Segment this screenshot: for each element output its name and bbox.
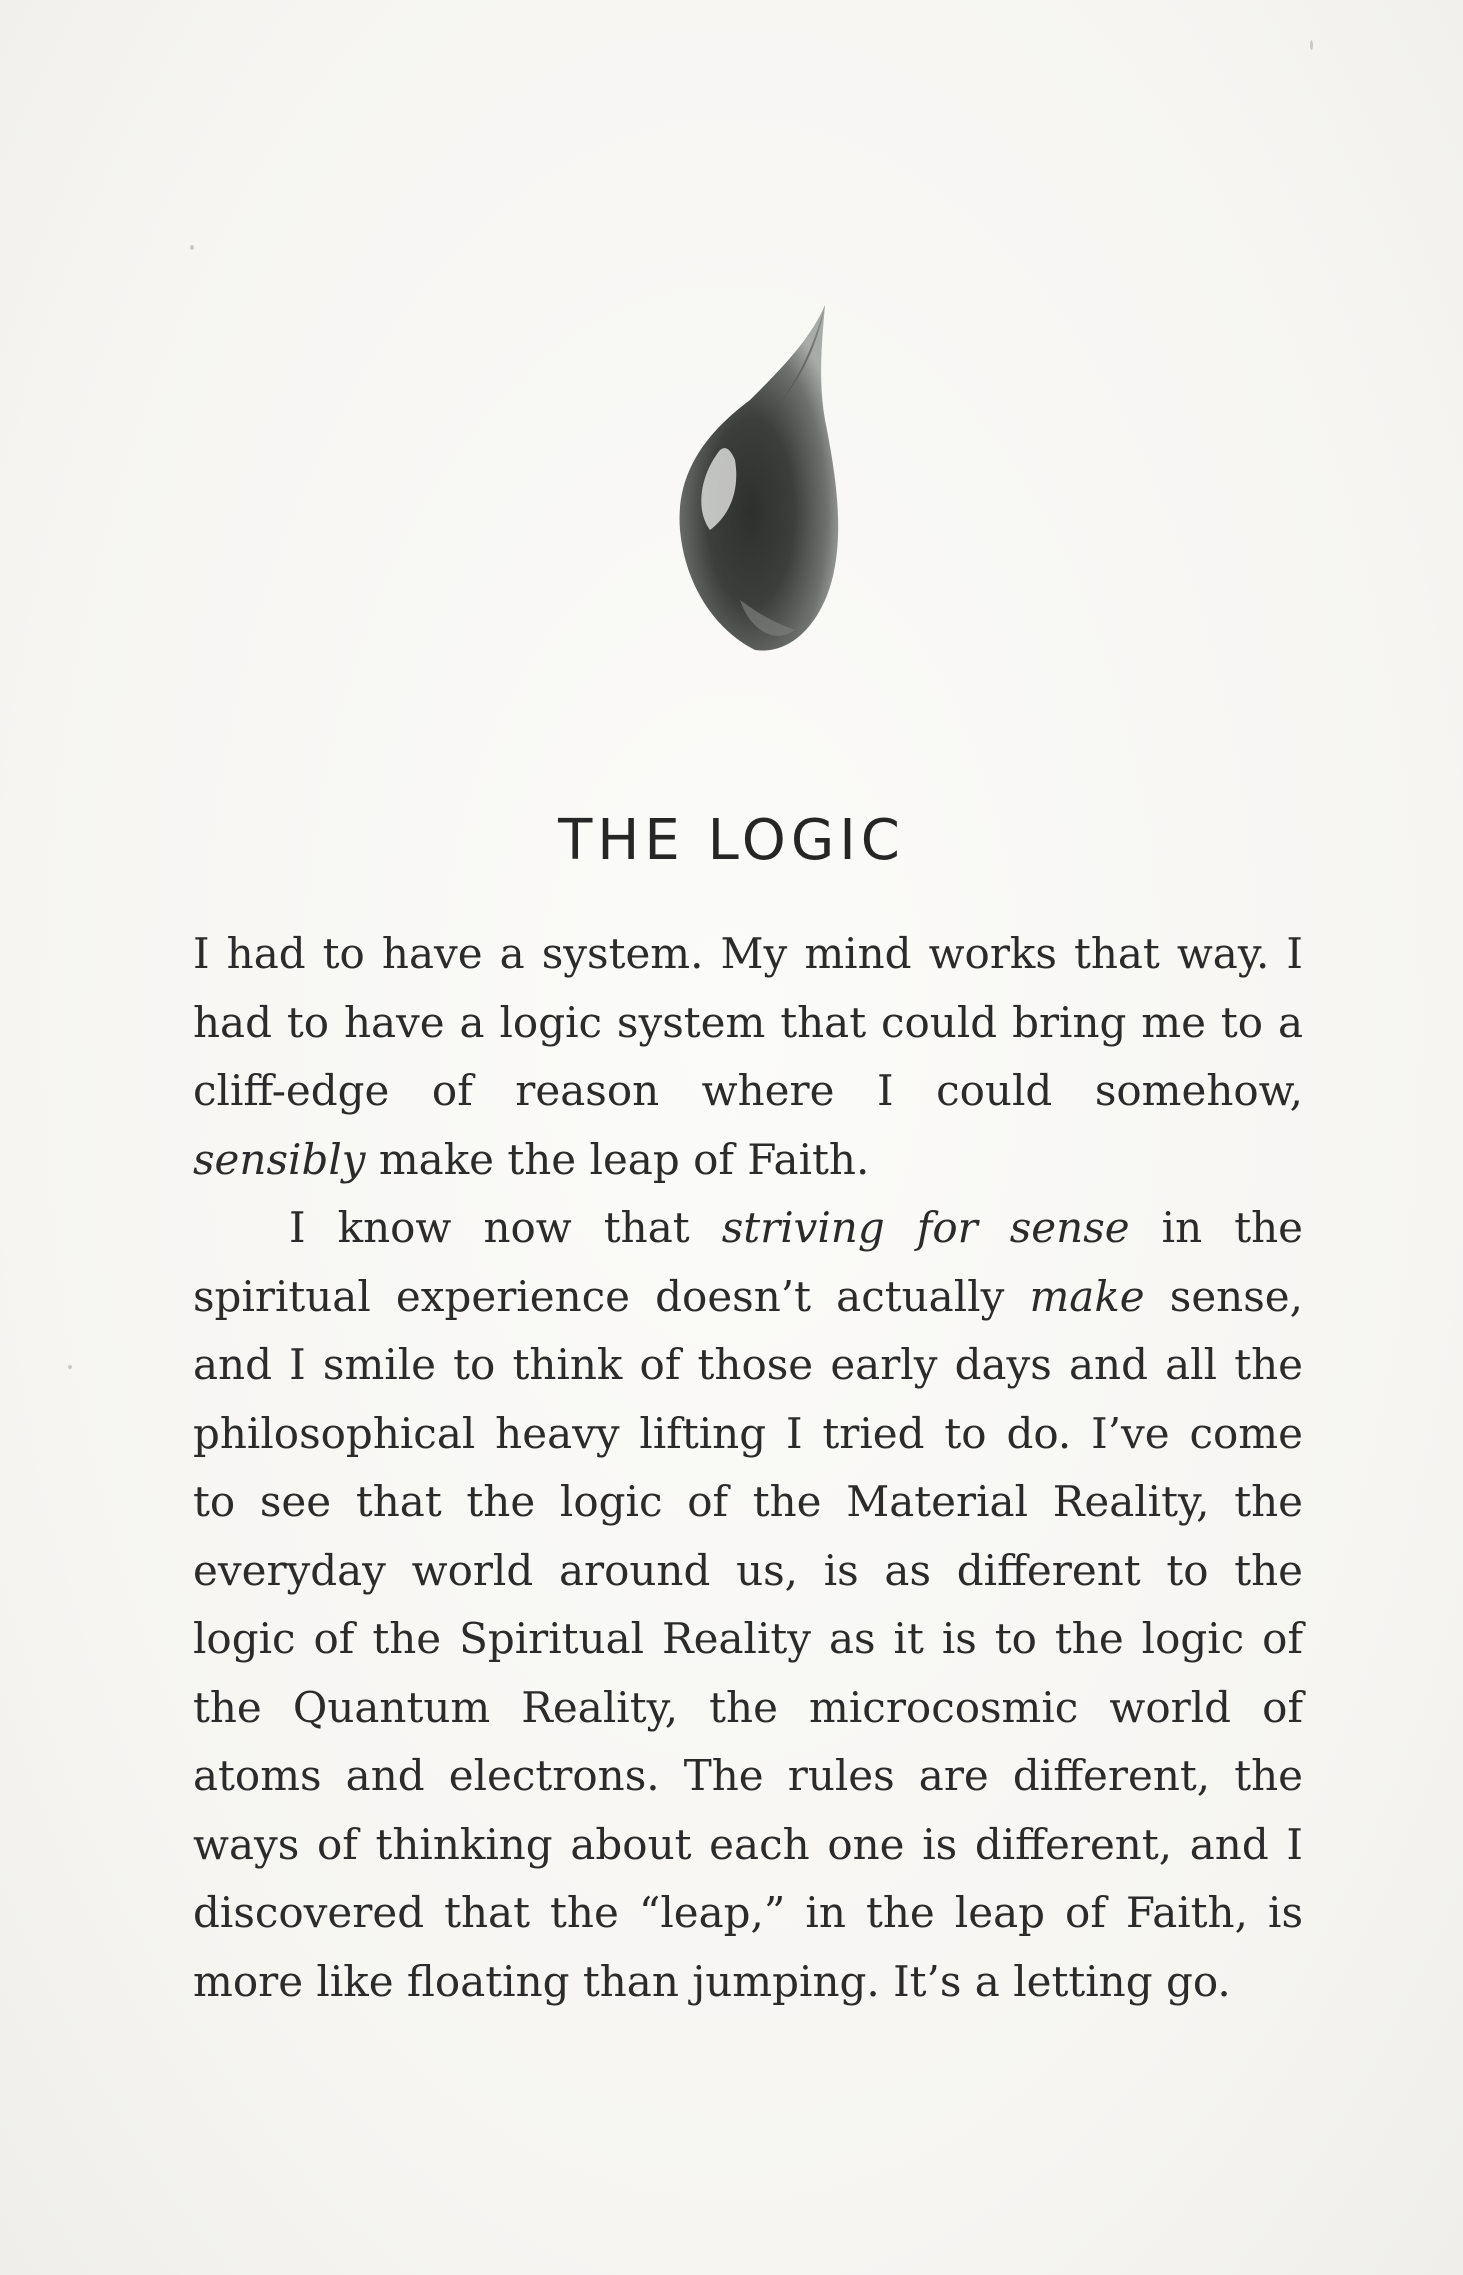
- italic-run: striving for sense: [721, 1203, 1130, 1252]
- paragraph-2: [193, 1194, 1303, 2016]
- text-run: in the spiritual experience doesn’t actually: [193, 1203, 1304, 1321]
- paper-speck: [190, 245, 194, 250]
- chapter-title: THE LOGIC: [558, 808, 905, 873]
- paper-speck: [68, 1365, 72, 1369]
- paragraph-1: [193, 920, 1303, 1194]
- italic-run: sensibly: [193, 1134, 366, 1184]
- italic-run: make: [1029, 1271, 1145, 1321]
- paper-speck: [1310, 40, 1313, 50]
- text-run: I know now that: [289, 1203, 722, 1252]
- text-run: sense, and I smile to think of those early days and all the philosophical heavy lifting I tried to do. I’ve come to see that the logic of the Material Reality, the everyday world around us, is as different to the logic of the Spiritual Reality as it is to the logic of the Quantum Reality, the microcosmic world of atoms and electrons. The rules are different, the ways of thinking about each one is different, and I discovered that the “leap,” in the leap of Faith, is more like floating than jumping. It’s a letting go.: [193, 1271, 1303, 2006]
- seashell-icon: [660, 300, 860, 670]
- text-run: I had to have a system. My mind works that way. I had to have a logic system that could bring me to a cliff-edge of reason where I could somehow,: [193, 929, 1303, 1115]
- shell-body: [680, 305, 839, 651]
- body-text: [193, 920, 1303, 2016]
- text-run: make the leap of Faith.: [365, 1134, 870, 1184]
